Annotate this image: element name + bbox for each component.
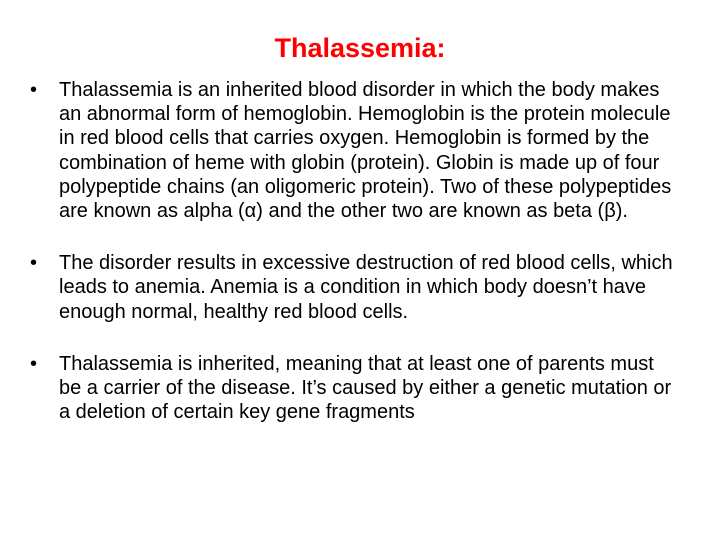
bullet-item bbox=[28, 352, 678, 425]
bullet-item bbox=[28, 251, 678, 324]
bullet-point-icon: • bbox=[30, 79, 38, 101]
bullet-text: Thalassemia is an inherited blood disorder in which the body makes an abnormal form of hemoglobin. Hemoglobin is the protein molecule in red blood cells that carries oxygen. Hemoglobin is formed by the combination of heme with globin (protein). Globin is made up of four polypeptide chains (an oligomeric protein). Two of these polypeptides are known as alpha (α) and the other two are known as beta (β). bbox=[59, 79, 672, 223]
bullet-text: The disorder results in excessive destruction of red blood cells, which leads to anemia. Anemia is a condition in which body doesn’t have enough normal, healthy red blood cells. bbox=[59, 252, 673, 323]
bullet-item bbox=[28, 78, 678, 223]
bullet-list bbox=[28, 78, 678, 424]
bullet-point-icon: • bbox=[30, 352, 38, 375]
slide-title: Thalassemia: bbox=[274, 33, 446, 63]
bullet-text: Thalassemia is inherited, meaning that at least one of parents must be a carrier of the disease. It’s caused by either a genetic mutation or a deletion of certain key gene fragments bbox=[59, 352, 672, 424]
bullet-point-icon: • bbox=[30, 252, 38, 275]
